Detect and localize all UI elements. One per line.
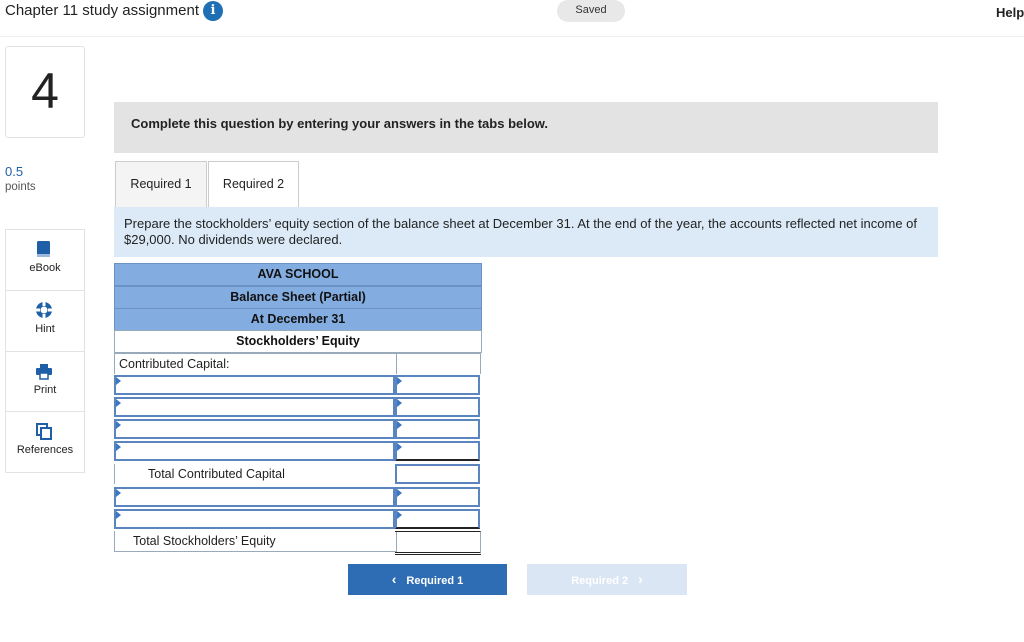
hint-button[interactable] bbox=[5, 290, 85, 352]
question-number: 4 bbox=[5, 46, 85, 138]
total-contributed-capital-amount[interactable] bbox=[395, 464, 480, 484]
total-stockholders-equity-label: Total Stockholders’ Equity bbox=[133, 534, 276, 548]
book-icon bbox=[35, 240, 53, 258]
dropdown-icon[interactable] bbox=[116, 443, 121, 451]
ebook-button[interactable] bbox=[5, 229, 85, 291]
references-label: References bbox=[16, 444, 74, 456]
amount-input[interactable] bbox=[395, 441, 480, 461]
company-name: AVA SCHOOL bbox=[114, 263, 482, 286]
chevron-left-icon: ‹ bbox=[391, 571, 397, 587]
tab-required-1[interactable]: Required 1 bbox=[115, 161, 207, 207]
account-name-input[interactable] bbox=[114, 375, 395, 395]
account-name-input[interactable] bbox=[114, 397, 395, 417]
dropdown-icon[interactable] bbox=[116, 399, 121, 407]
saved-badge: Saved bbox=[557, 0, 625, 22]
prev-required-button[interactable] bbox=[348, 564, 507, 595]
amount-input[interactable] bbox=[395, 375, 480, 395]
prompt-text: Prepare the stockholders’ equity section of the balance sheet at December 31. At the end of the year, the accounts reflected net income of $29,000. No dividends were declared. bbox=[124, 216, 917, 247]
points-label: points bbox=[5, 181, 36, 193]
next-required-label: Required 2 bbox=[571, 575, 629, 587]
hint-label: Hint bbox=[35, 323, 55, 335]
statement-date: At December 31 bbox=[114, 308, 482, 331]
help-link[interactable]: Help bbox=[996, 5, 1024, 20]
dropdown-icon[interactable] bbox=[397, 377, 402, 385]
dropdown-icon[interactable] bbox=[397, 399, 402, 407]
account-name-input[interactable] bbox=[114, 419, 395, 439]
dropdown-icon[interactable] bbox=[116, 489, 121, 497]
print-button[interactable] bbox=[5, 351, 85, 413]
dropdown-icon[interactable] bbox=[116, 421, 121, 429]
lifebuoy-icon bbox=[35, 301, 53, 319]
account-name-input[interactable] bbox=[114, 509, 395, 529]
top-bar bbox=[0, 0, 1024, 37]
tab-required-2[interactable]: Required 2 bbox=[208, 161, 299, 207]
print-label: Print bbox=[33, 384, 57, 396]
dropdown-icon[interactable] bbox=[397, 443, 402, 451]
total-contributed-capital-label: Total Contributed Capital bbox=[148, 467, 285, 481]
prev-required-label: Required 1 bbox=[406, 575, 464, 587]
section-heading: Stockholders’ Equity bbox=[114, 330, 482, 353]
points-value: 0.5 bbox=[5, 164, 24, 179]
dropdown-icon[interactable] bbox=[397, 421, 402, 429]
amount-input[interactable] bbox=[395, 397, 480, 417]
next-required-button bbox=[527, 564, 687, 595]
amount-input[interactable] bbox=[395, 419, 480, 439]
dropdown-icon[interactable] bbox=[116, 511, 121, 519]
total-stockholders-equity-amount[interactable] bbox=[395, 531, 481, 555]
copy-icon bbox=[35, 422, 53, 440]
contributed-capital-label: Contributed Capital: bbox=[119, 357, 230, 371]
printer-icon bbox=[35, 362, 53, 380]
references-button[interactable] bbox=[5, 411, 85, 473]
amount-input[interactable] bbox=[395, 487, 480, 507]
amount-input[interactable] bbox=[395, 509, 480, 529]
dropdown-icon[interactable] bbox=[397, 511, 402, 519]
statement-name: Balance Sheet (Partial) bbox=[114, 286, 482, 309]
instructions-banner bbox=[114, 102, 938, 153]
question-prompt bbox=[114, 207, 938, 257]
account-name-input[interactable] bbox=[114, 441, 395, 461]
ebook-label: eBook bbox=[29, 262, 61, 274]
dropdown-icon[interactable] bbox=[397, 489, 402, 497]
instructions-text: Complete this question by entering your answers in the tabs below. bbox=[131, 116, 549, 131]
dropdown-icon[interactable] bbox=[116, 377, 121, 385]
chevron-right-icon: › bbox=[638, 571, 643, 587]
assignment-title: Chapter 11 study assignment bbox=[5, 2, 199, 19]
info-icon[interactable]: i bbox=[203, 1, 223, 21]
account-name-input[interactable] bbox=[114, 487, 395, 507]
